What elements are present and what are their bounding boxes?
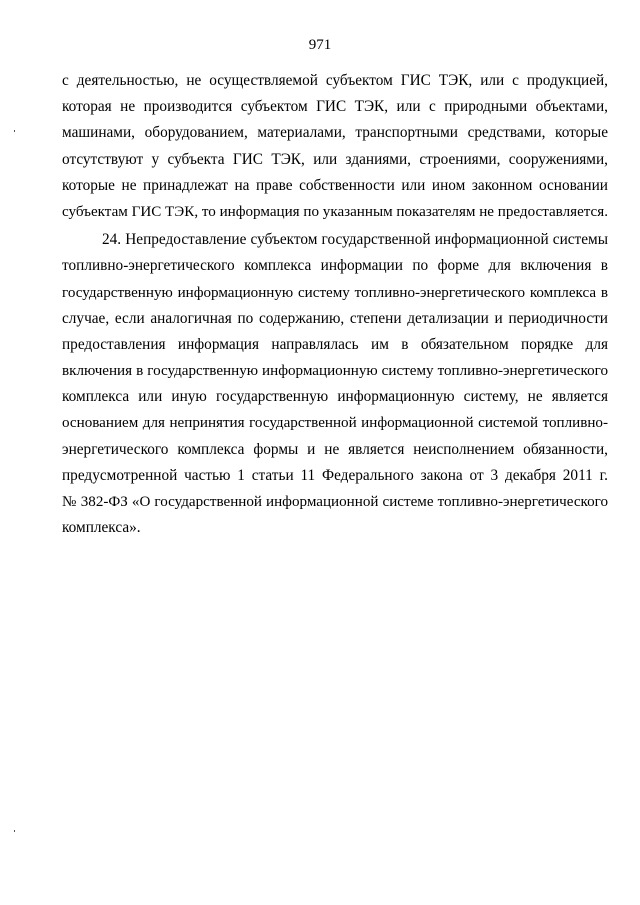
scan-speck (14, 130, 15, 132)
text-line: субъектам ГИС ТЭК, то информация по указанным показателям не предоставляется. (62, 203, 608, 220)
text-line: энергетического комплекса формы и не является неисполнением обязанности, (62, 440, 608, 458)
text-line: 24. Непредоставление субъектом государственной информационной системы (102, 231, 608, 249)
text-line: которая не производится субъектом ГИС ТЭК, или с природными объектами, (62, 98, 608, 116)
text-line: отсутствуют у субъекта ГИС ТЭК, или зданиями, строениями, сооружениями, (62, 150, 608, 168)
text-line: государственную информационную систему топливно-энергетического комплекса в (62, 284, 608, 301)
paragraph-continuation (62, 68, 608, 225)
paragraph-24 (62, 227, 608, 541)
text-line: предусмотренной частью 1 статьи 11 Федерального закона от 3 декабря 2011 г. (62, 466, 608, 484)
text-line: случае, если аналогичная по содержанию, степени детализации и периодичности (62, 309, 608, 327)
text-line: комплекса». (62, 519, 141, 537)
text-line: машинами, оборудованием, материалами, транспортными средствами, которые (62, 124, 608, 142)
page-number: 971 (308, 37, 332, 53)
text-line: предоставления информация направлялась им в обязательном порядке для (62, 335, 608, 353)
text-line: комплекса или иную государственную информационную систему, не является (62, 388, 608, 406)
text-line: основанием для непринятия государственной информационной системой топливно- (62, 415, 608, 432)
text-line: топливно-энергетического комплекса информации по форме для включения в (62, 257, 608, 275)
scan-speck (14, 830, 15, 832)
text-line: № 382-ФЗ «О государственной информационной системе топливно-энергетического (62, 494, 608, 510)
text-line: которые не принадлежат на праве собственности или ином законном основании (62, 176, 608, 194)
document-body (62, 68, 608, 541)
text-line: включения в государственную информационную систему топливно-энергетического (62, 363, 608, 380)
text-line: с деятельностью, не осуществляемой субъектом ГИС ТЭК, или с продукцией, (62, 72, 608, 89)
